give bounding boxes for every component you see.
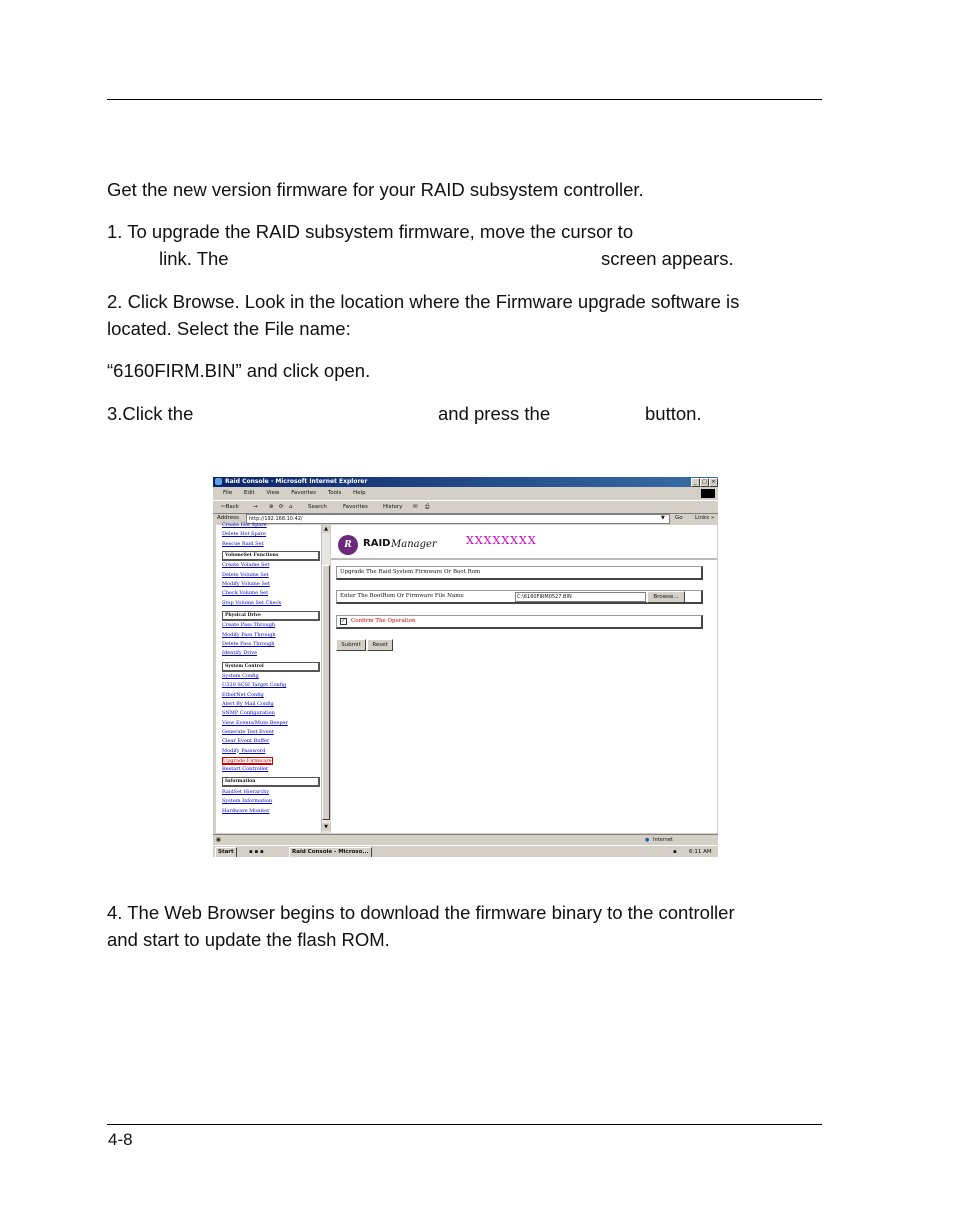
nav-link[interactable]: EtherNet Config [222, 691, 264, 698]
toolbar [213, 500, 718, 514]
menu-edit[interactable]: Edit [243, 490, 255, 496]
intro-paragraph: Get the new version firmware for your RAID subsystem controller. [107, 179, 644, 200]
page-icon: ▣ [216, 837, 221, 843]
maximize-icon[interactable]: □ [700, 478, 709, 487]
address-label: Address [217, 515, 239, 521]
step-4-line-2: and start to update the flash ROM. [107, 929, 390, 950]
nav-link[interactable]: Clear Event Buffer [222, 738, 270, 745]
nav-link[interactable]: Alert By Mail Config [222, 701, 274, 707]
back-button[interactable]: ⇦Back [221, 504, 239, 510]
nav-link[interactable]: Create Volume Set [222, 562, 270, 569]
menu-tools[interactable]: Tools [327, 490, 342, 496]
step-2-line-2: located. Select the File name: [107, 318, 351, 339]
close-icon[interactable]: × [709, 478, 718, 487]
windows-logo-icon [701, 489, 715, 498]
minimize-icon[interactable]: _ [691, 478, 700, 487]
search-button[interactable]: Search [308, 504, 327, 510]
step-4-line-1: 4. The Web Browser begins to download the firmware binary to the controller [107, 902, 735, 923]
upgrade-heading: Upgrade The Raid System Firmware Or Boot Rom [340, 569, 481, 575]
window-title: Raid Console - Microsoft Internet Explorer [225, 478, 368, 485]
nav-link[interactable]: Modify Volume Set [222, 581, 270, 587]
links-button[interactable]: Links » [695, 515, 715, 521]
quicklaunch-icons[interactable]: ▪ ▪ ▪ [249, 849, 264, 855]
header-title-2: Manager [391, 539, 437, 550]
content-frame [331, 525, 717, 833]
nav-scrollbar[interactable] [321, 525, 330, 833]
nav-link[interactable]: Create Pass Through [222, 622, 276, 629]
nav-link[interactable]: Stop Volume Set Check [222, 599, 282, 606]
browse-button[interactable]: Browse... [647, 591, 685, 603]
menu-view[interactable]: View [266, 490, 280, 496]
step-3-part-c: button. [645, 403, 702, 424]
nav-section-header: VolumeSet Functions [222, 551, 320, 561]
nav-link[interactable]: Generate Test Event [222, 728, 274, 735]
submit-button[interactable]: Submit [336, 639, 366, 651]
step-1-line-1: 1. To upgrade the RAID subsystem firmware, move the cursor to [107, 221, 634, 242]
start-button[interactable]: Start [215, 847, 237, 857]
confirm-box [336, 615, 703, 629]
nav-link[interactable]: Rescue Raid Set [222, 540, 264, 547]
zone-label: Internet [653, 837, 673, 843]
browser-screenshot [213, 477, 718, 857]
step-2-line-3: “6160FIRM.BIN” and click open. [107, 360, 371, 381]
header-rule [107, 99, 822, 100]
nav-link[interactable]: Create Hot Spare [222, 522, 267, 528]
address-bar [213, 513, 718, 524]
confirm-label[interactable]: Confirm The Operation [351, 618, 416, 624]
go-button[interactable]: Go [675, 515, 683, 521]
nav-link[interactable]: System Config [222, 673, 259, 680]
nav-link[interactable]: SNMP Configuration [222, 710, 275, 717]
menu-bar [213, 488, 718, 499]
stop-icon[interactable]: ⊗ [269, 504, 274, 510]
nav-link[interactable]: Restart Controller [222, 766, 269, 773]
mail-icon[interactable]: ✉ [413, 504, 418, 510]
nav-link[interactable]: Delete Volume Set [222, 571, 269, 578]
file-label: Enter The BootRom Or Firmware File Name [340, 593, 464, 599]
upgrade-heading-box [336, 566, 703, 580]
nav-link[interactable]: Upgrade Firmware [223, 757, 272, 764]
step-1-line-2b: screen appears. [601, 248, 734, 269]
step-3-part-a: 3.Click the [107, 403, 194, 424]
scroll-thumb[interactable] [322, 565, 330, 820]
confirm-checkbox[interactable]: ✓ [341, 618, 346, 624]
header-model: XXXXXXXX [466, 534, 537, 547]
file-row [336, 590, 703, 604]
nav-link[interactable]: View Events/Mute Beeper [222, 719, 288, 726]
nav-link[interactable]: Identify Drive [222, 650, 258, 657]
raid-manager-header [331, 525, 717, 560]
taskbar [213, 845, 718, 857]
address-input[interactable]: http://192.168.10.42/ [246, 514, 670, 524]
forward-icon[interactable]: → [253, 504, 258, 510]
step-1-line-2a: link. The [159, 248, 229, 269]
nav-link[interactable]: Modify Password [222, 747, 266, 754]
print-icon[interactable]: ⎙ [425, 504, 430, 510]
menu-help[interactable]: Help [353, 490, 366, 496]
nav-link[interactable]: U320 SCSI Target Config [222, 682, 287, 689]
nav-section-header: Information [222, 777, 320, 787]
history-button[interactable]: History [383, 504, 403, 510]
footer-rule [107, 1124, 822, 1125]
address-dropdown-icon[interactable]: ▼ [661, 515, 665, 521]
nav-link[interactable]: Delete Hot Spare [222, 531, 267, 538]
taskbar-item-raid-console[interactable]: Raid Console - Microso... [289, 847, 372, 857]
file-input[interactable]: C:\6160FIRM0527.BIN [515, 592, 646, 602]
globe-icon: ● [645, 837, 650, 843]
ie-icon [215, 478, 222, 485]
reset-button[interactable]: Reset [367, 639, 393, 651]
step-3-part-b: and press the [438, 403, 551, 424]
scroll-up-icon[interactable]: ▲ [322, 525, 330, 533]
nav-link[interactable]: Modify Pass Through [222, 631, 276, 638]
clock: 6:11 AM [689, 849, 712, 855]
nav-section-header: Physical Drive [222, 611, 320, 621]
nav-section-header: System Control [222, 662, 320, 672]
window-titlebar [213, 477, 718, 487]
menu-favorites[interactable]: Favorites [291, 490, 317, 496]
status-bar [213, 834, 718, 845]
nav-link[interactable]: Check Volume Set [222, 590, 269, 597]
raid-logo: R [338, 535, 358, 555]
refresh-icon[interactable]: ⟳ [279, 504, 284, 510]
step-2-line-1: 2. Click Browse. Look in the location where the Firmware upgrade software is [107, 291, 740, 312]
nav-link[interactable]: RaidSet Hierarchy [222, 788, 270, 795]
nav-link[interactable]: Delete Pass Through [222, 641, 275, 647]
header-title: RAID [363, 538, 391, 549]
menu-file[interactable]: File [223, 490, 233, 496]
nav-link[interactable]: System Information [222, 798, 273, 805]
home-icon[interactable]: ⌂ [289, 504, 293, 510]
navigation-frame [216, 522, 321, 833]
scroll-down-icon[interactable]: ▼ [322, 823, 330, 831]
nav-link[interactable]: Hardware Monitor [222, 807, 270, 814]
favorites-button[interactable]: Favorites [343, 504, 368, 510]
page-number: 4-8 [108, 1130, 133, 1149]
tray-icon: ▪ [673, 849, 677, 855]
